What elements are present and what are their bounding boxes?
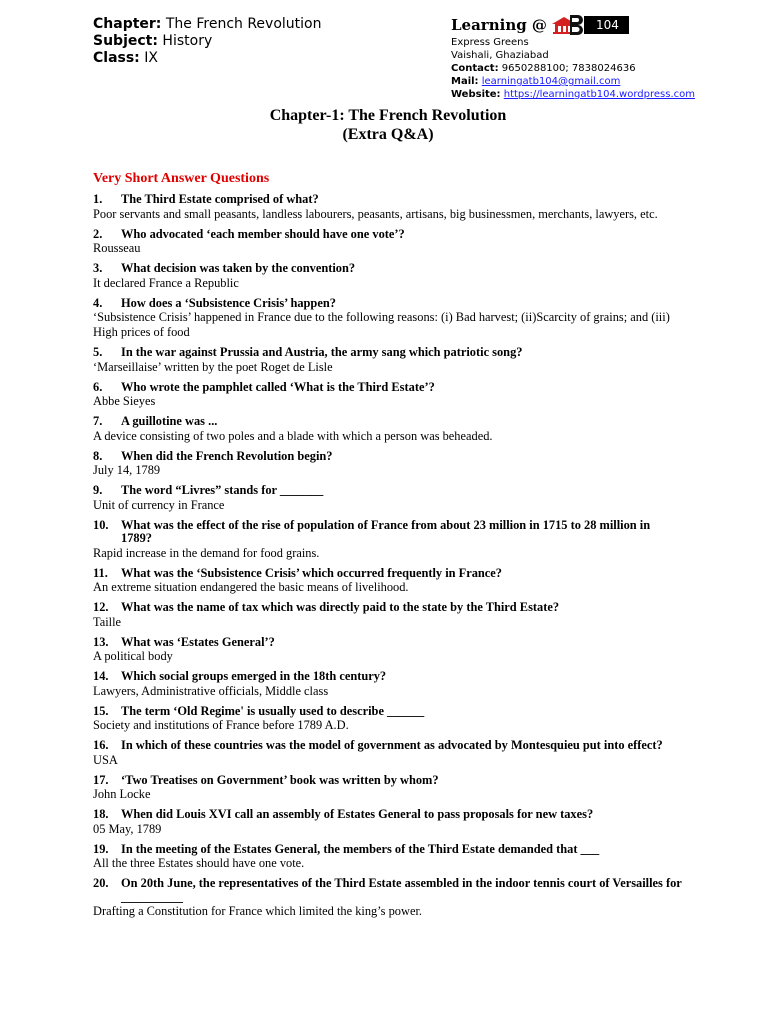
- question: [93, 415, 683, 429]
- website-link[interactable]: https://learningatb104.wordpress.com: [503, 89, 695, 100]
- question-text: On 20th June, the representatives of the Third Estate assembled in the indoor tennis court of Versailles for __________: [121, 876, 682, 904]
- document-subtitle: (Extra Q&A): [342, 126, 434, 143]
- answer-text: Society and institutions of France before 1789 A.D.: [93, 718, 349, 732]
- question: [93, 193, 683, 207]
- question-text: The Third Estate comprised of what?: [121, 192, 319, 206]
- qa-item: [93, 484, 683, 513]
- chapter-value: The French Revolution: [165, 16, 322, 32]
- qa-item: [93, 193, 683, 222]
- qa-item: [93, 346, 683, 375]
- mail-label: Mail:: [451, 76, 479, 87]
- qa-item: [93, 636, 683, 665]
- question-number: 20.: [93, 876, 109, 890]
- question: [93, 774, 683, 788]
- question: [93, 636, 683, 650]
- subject-value: History: [162, 33, 213, 49]
- question-text: Which social groups emerged in the 18th century?: [121, 669, 387, 683]
- mail-link[interactable]: learningatb104@gmail.com: [481, 76, 621, 87]
- question-number: 13.: [93, 634, 109, 649]
- question-text: What decision was taken by the convention?: [121, 261, 356, 275]
- answer-text: It declared France a Republic: [93, 275, 239, 290]
- question-number: 3.: [93, 261, 103, 275]
- qa-item: [93, 774, 683, 803]
- qa-item: [93, 297, 683, 341]
- chapter-label: Chapter:: [93, 16, 162, 32]
- question-text: ‘Two Treatises on Government’ book was written by whom?: [121, 772, 439, 787]
- question-text: The word “Livres” stands for _______: [121, 483, 324, 497]
- question: [93, 346, 683, 360]
- question-text: In the meeting of the Estates General, the members of the Third Estate demanded that ___: [121, 841, 600, 856]
- address-line-2: Vaishali, Ghaziabad: [451, 50, 549, 61]
- address-line-1: Express Greens: [451, 37, 529, 48]
- brand-block: [451, 14, 711, 101]
- answer-text: An extreme situation endangered the basic means of livelihood.: [93, 580, 409, 594]
- question-text: Who wrote the pamphlet called ‘What is the Third Estate’?: [121, 379, 435, 394]
- question: [93, 705, 683, 719]
- question-number: 6.: [93, 379, 103, 394]
- question-text: In the war against Prussia and Austria, the army sang which patriotic song?: [121, 345, 523, 359]
- question-number: 15.: [93, 703, 109, 718]
- answer-text: USA: [93, 752, 118, 767]
- brand-title-row: [451, 14, 711, 36]
- qa-item: [93, 450, 683, 479]
- document-title: Chapter-1: The French Revolution: [269, 107, 507, 124]
- class-label: Class:: [93, 50, 140, 66]
- question-text: What was ‘Estates General’?: [121, 634, 275, 649]
- question-number: 18.: [93, 807, 109, 821]
- website-label: Website:: [451, 89, 501, 100]
- qa-item: [93, 601, 683, 630]
- question-text: What was the name of tax which was directly paid to the state by the Third Estate?: [121, 600, 560, 614]
- brand-number: 104: [584, 16, 629, 34]
- document-body: [93, 106, 683, 919]
- subject-row: [93, 33, 321, 50]
- question: [93, 297, 683, 311]
- contact-value: 9650288100; 7838024636: [501, 63, 636, 74]
- question-text: When did Louis XVI call an assembly of Estates General to pass proposals for new taxes?: [121, 807, 594, 821]
- question-number: 2.: [93, 226, 103, 241]
- question-text: What was the ‘Subsistence Crisis’ which occurred frequently in France?: [121, 565, 502, 580]
- question: [93, 808, 683, 822]
- answer-text: Rousseau: [93, 241, 141, 255]
- answer-text: All the three Estates should have one vote.: [93, 856, 305, 870]
- question-text: What was the effect of the rise of population of France from about 23 million in 1715 to 28 million in 1789?: [121, 517, 651, 545]
- answer-text: Rapid increase in the demand for food grains.: [93, 545, 320, 560]
- question-number: 12.: [93, 600, 109, 614]
- question-text: How does a ‘Subsistence Crisis’ happen?: [121, 295, 336, 310]
- qa-item: [93, 877, 683, 919]
- qa-item: [93, 228, 683, 257]
- school-building-logo-icon: [550, 14, 584, 36]
- chapter-row: [93, 16, 321, 33]
- question-number: 7.: [93, 414, 103, 428]
- qa-item: [93, 262, 683, 291]
- qa-list: [93, 193, 683, 919]
- qa-item: [93, 808, 683, 837]
- class-value: IX: [144, 50, 158, 66]
- answer-text: A device consisting of two poles and a blade with which a person was beheaded.: [93, 428, 493, 443]
- qa-item: [93, 415, 683, 444]
- section-heading: Very Short Answer Questions: [93, 171, 270, 186]
- qa-item: [93, 519, 683, 561]
- qa-item: [93, 381, 683, 410]
- document-metadata: [93, 16, 321, 67]
- contact-label: Contact:: [451, 63, 499, 74]
- brand-name: Learning @: [451, 16, 547, 34]
- answer-text: Taille: [93, 614, 122, 629]
- question: [93, 519, 683, 546]
- question: [93, 601, 683, 615]
- question-number: 5.: [93, 345, 103, 359]
- question: [93, 670, 683, 684]
- question-number: 10.: [93, 517, 109, 532]
- answer-text: Drafting a Constitution for France which limited the king’s power.: [93, 904, 422, 918]
- website-line: [451, 88, 711, 101]
- question: [93, 262, 683, 276]
- mail-line: [451, 75, 711, 88]
- question-text: The term ‘Old Regime' is usually used to describe ______: [121, 703, 425, 718]
- question-number: 14.: [93, 669, 109, 683]
- answer-text: Poor servants and small peasants, landless labourers, peasants, artisans, big businessmen, merchants, lawyers, etc.: [93, 206, 658, 221]
- question-number: 11.: [93, 565, 108, 580]
- question: [93, 843, 683, 857]
- question-number: 19.: [93, 841, 109, 856]
- question: [93, 228, 683, 242]
- contact-line: [451, 62, 711, 75]
- qa-item: [93, 705, 683, 734]
- question-number: 17.: [93, 772, 109, 787]
- answer-text: Lawyers, Administrative officials, Middle class: [93, 683, 329, 698]
- question-text: A guillotine was ...: [121, 414, 218, 428]
- question-number: 9.: [93, 483, 103, 497]
- subject-label: Subject:: [93, 33, 158, 49]
- question-text: In which of these countries was the model of government as advocated by Montesquieu put into effect?: [121, 738, 663, 752]
- question: [93, 381, 683, 395]
- qa-item: [93, 670, 683, 699]
- question: [93, 450, 683, 464]
- qa-item: [93, 843, 683, 872]
- answer-text: ‘Subsistence Crisis’ happened in France due to the following reasons: (i) Bad harvest; (ii)Scarcity of grains; and (iii) High prices of food: [93, 310, 670, 339]
- class-row: [93, 50, 321, 67]
- question-number: 16.: [93, 738, 109, 752]
- question: [93, 567, 683, 581]
- qa-item: [93, 739, 683, 768]
- question-number: 1.: [93, 192, 103, 206]
- answer-text: Abbe Sieyes: [93, 394, 156, 408]
- qa-item: [93, 567, 683, 596]
- answer-text: John Locke: [93, 787, 151, 801]
- answer-text: ‘Marseillaise’ written by the poet Roget de Lisle: [93, 359, 333, 374]
- question: [93, 739, 683, 753]
- question-text: Who advocated ‘each member should have one vote’?: [121, 226, 405, 241]
- answer-text: July 14, 1789: [93, 463, 161, 477]
- question-number: 4.: [93, 295, 103, 310]
- question: [93, 877, 683, 904]
- question: [93, 484, 683, 498]
- answer-text: 05 May, 1789: [93, 821, 162, 836]
- answer-text: Unit of currency in France: [93, 497, 225, 512]
- question-text: When did the French Revolution begin?: [121, 448, 333, 463]
- question-number: 8.: [93, 448, 103, 463]
- answer-text: A political body: [93, 649, 173, 663]
